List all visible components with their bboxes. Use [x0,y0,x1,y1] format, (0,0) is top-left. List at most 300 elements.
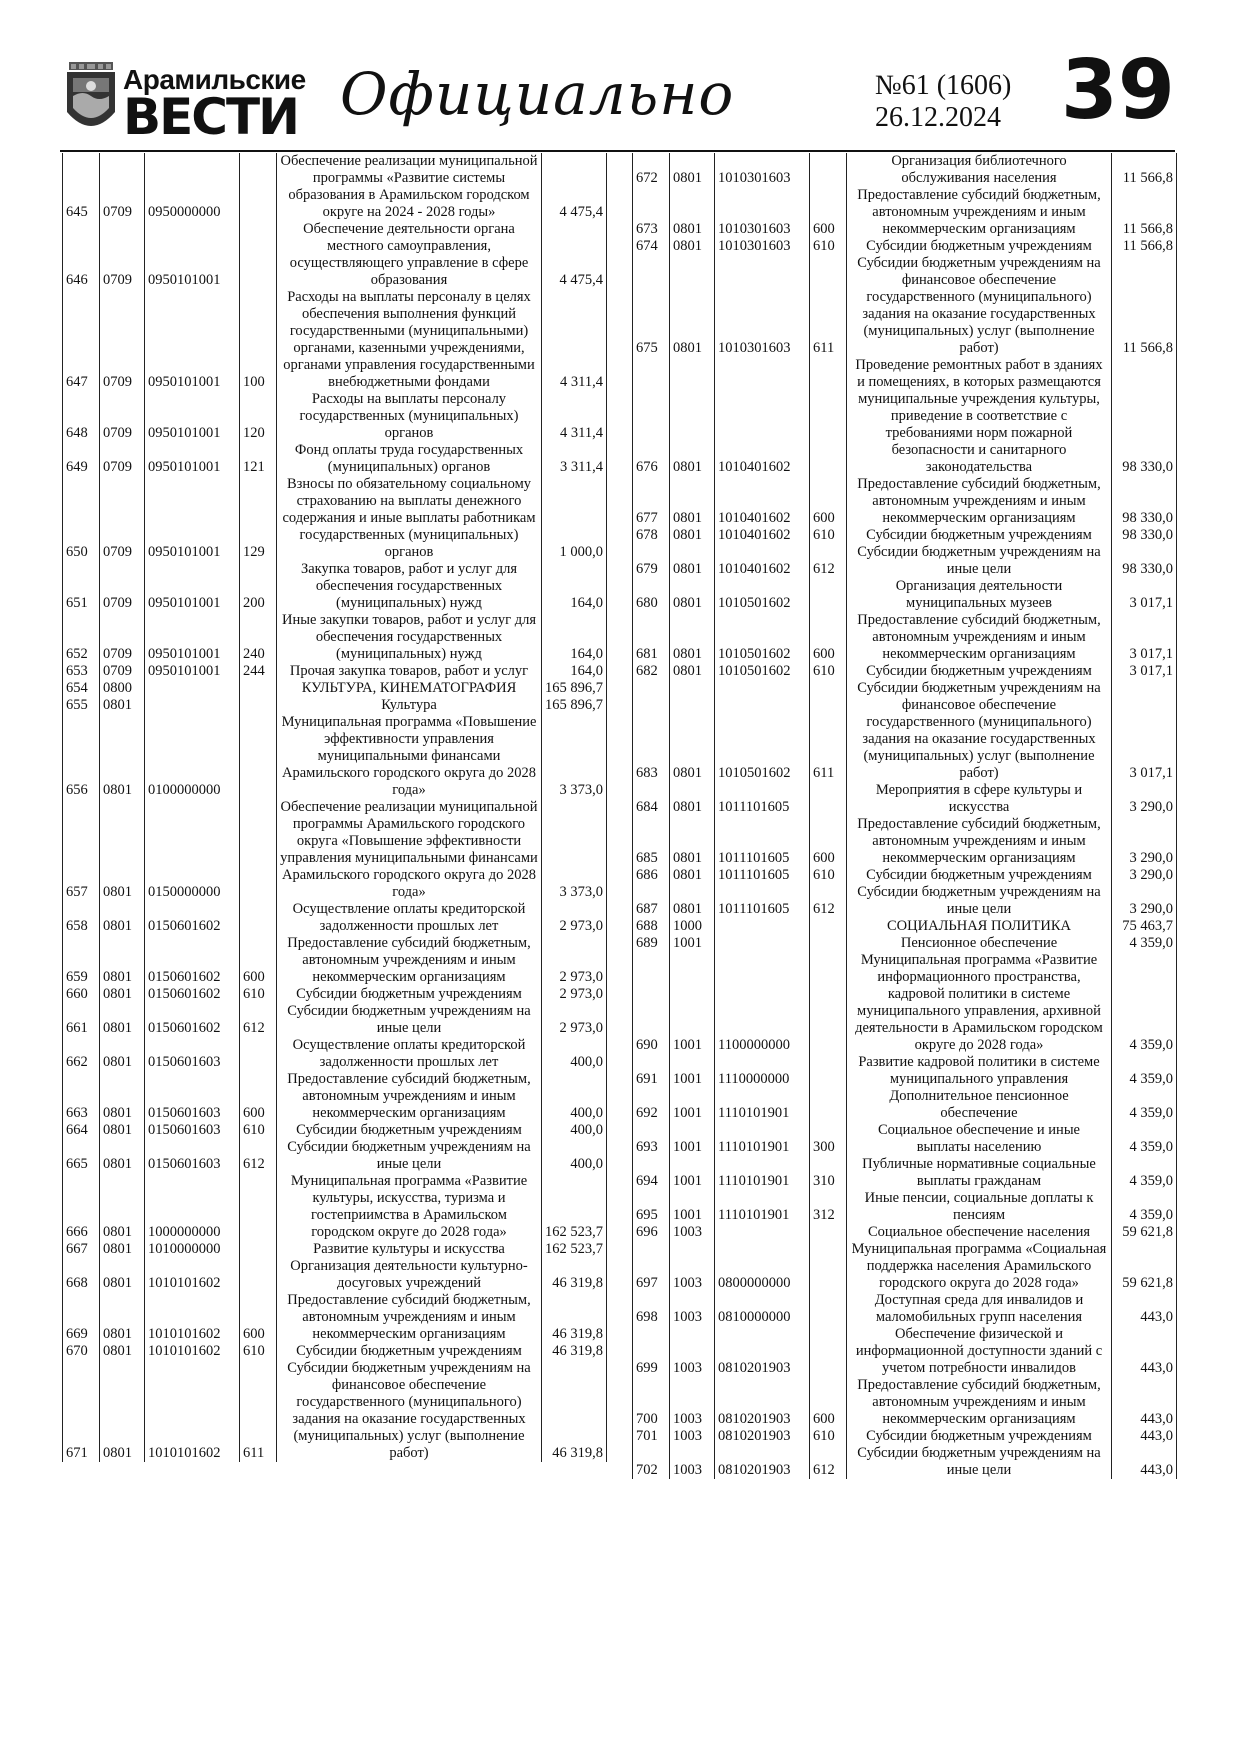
description-cell: Субсидии бюджетным учреждениям на иные цели [847,1445,1112,1479]
table-row [633,1156,1177,1190]
amount-cell: 98 330,0 [1112,476,1177,527]
expense-type-cell: 100 [240,289,277,391]
row-number-cell: 666 [63,1173,100,1241]
table-row [63,697,607,714]
target-article-cell: 0950101001 [145,561,240,612]
description-cell: Предоставление субсидий бюджетным, автономным учреждениям и иным некоммерческим организациям [277,935,542,986]
row-number-cell: 696 [633,1224,670,1241]
target-article-cell: 0150601603 [145,1071,240,1122]
table-row [633,255,1177,357]
description-cell: Предоставление субсидий бюджетным, автономным учреждениям и иным некоммерческим организациям [847,816,1112,867]
table-row [633,187,1177,238]
target-article-cell: 1011101605 [715,816,810,867]
description-cell: Субсидии бюджетным учреждениям на финансовое обеспечение государственного (муниципального) задания на оказание государственных (муниципальных) услуг (выполнение работ) [847,255,1112,357]
expense-type-cell: 611 [810,255,847,357]
amount-cell: 4 359,0 [1112,1054,1177,1088]
row-number-cell: 667 [63,1241,100,1258]
table-row [633,816,1177,867]
target-article-cell: 1010301603 [715,238,810,255]
target-article-cell: 0150601602 [145,935,240,986]
section-code-cell: 1001 [670,1190,715,1224]
expense-type-cell [810,153,847,187]
target-article-cell: 1010301603 [715,255,810,357]
target-article-cell: 0950101001 [145,442,240,476]
amount-cell: 4 359,0 [1112,1122,1177,1156]
amount-cell: 400,0 [542,1139,607,1173]
row-number-cell: 685 [633,816,670,867]
description-cell: Субсидии бюджетным учреждениям на иные цели [847,544,1112,578]
table-row [633,527,1177,544]
table-row [633,1224,1177,1241]
amount-cell: 4 359,0 [1112,1156,1177,1190]
target-article-cell: 0950101001 [145,221,240,289]
table-row [63,935,607,986]
table-row [63,1292,607,1343]
amount-cell: 46 319,8 [542,1258,607,1292]
table-row [633,1088,1177,1122]
description-cell: Доступная среда для инвалидов и маломобильных групп населения [847,1292,1112,1326]
expense-type-cell [810,952,847,1054]
row-number-cell: 660 [63,986,100,1003]
target-article-cell: 1010000000 [145,1241,240,1258]
description-cell: Взносы по обязательному социальному страхованию на выплаты денежного содержания и иные выплаты работникам государственных (муниципальных) органов [277,476,542,561]
logo-top-text: Арамильские [123,64,306,95]
row-number-cell: 681 [633,612,670,663]
expense-type-cell: 610 [810,1428,847,1445]
target-article-cell: 0100000000 [145,714,240,799]
row-number-cell: 652 [63,612,100,663]
expense-type-cell: 612 [810,1445,847,1479]
section-code-cell: 1000 [670,918,715,935]
table-row [633,1190,1177,1224]
row-number-cell: 678 [633,527,670,544]
description-cell: Организация деятельности культурно-досуговых учреждений [277,1258,542,1292]
table-row [63,153,607,221]
description-cell: Развитие культуры и искусства [277,1241,542,1258]
table-row [63,289,607,391]
target-article-cell: 0150601602 [145,986,240,1003]
section-code-cell: 0709 [100,442,145,476]
row-number-cell: 656 [63,714,100,799]
row-number-cell: 688 [633,918,670,935]
target-article-cell: 1110101901 [715,1088,810,1122]
expense-type-cell: 610 [810,527,847,544]
amount-cell: 4 359,0 [1112,1088,1177,1122]
row-number-cell: 665 [63,1139,100,1173]
section-code-cell: 0801 [670,680,715,782]
target-article-cell: 1011101605 [715,782,810,816]
table-row [633,952,1177,1054]
section-code-cell: 1003 [670,1428,715,1445]
row-number-cell: 684 [633,782,670,816]
description-cell: Закупка товаров, работ и услуг для обеспечения государственных (муниципальных) нужд [277,561,542,612]
description-cell: Предоставление субсидий бюджетным, автономным учреждениям и иным некоммерческим организациям [847,476,1112,527]
expense-type-cell: 129 [240,476,277,561]
expense-type-cell [810,782,847,816]
amount-cell: 443,0 [1112,1377,1177,1428]
description-cell: Субсидии бюджетным учреждениям [847,663,1112,680]
description-cell: Фонд оплаты труда государственных (муниципальных) органов [277,442,542,476]
description-cell: Расходы на выплаты персоналу в целях обеспечения выполнения функций государственными (муниципальными) органами, казенными учреждениями, органами управления государственными внебюджетными фондами [277,289,542,391]
expense-type-cell: 240 [240,612,277,663]
table-row [63,1139,607,1173]
description-cell: Предоставление субсидий бюджетным, автономным учреждениям и иным некоммерческим организациям [847,187,1112,238]
amount-cell: 4 475,4 [542,153,607,221]
target-article-cell: 1110000000 [715,1054,810,1088]
expense-type-cell [240,1037,277,1071]
table-row [633,357,1177,476]
table-row [633,1241,1177,1292]
section-code-cell: 0801 [100,1360,145,1462]
description-cell: СОЦИАЛЬНАЯ ПОЛИТИКА [847,918,1112,935]
table-row [63,476,607,561]
amount-cell: 2 973,0 [542,935,607,986]
description-cell: Обеспечение деятельности органа местного самоуправления, осуществляющего управление в сфере образования [277,221,542,289]
table-row [63,561,607,612]
target-article-cell: 0950000000 [145,153,240,221]
table-row [633,1445,1177,1479]
description-cell: Предоставление субсидий бюджетным, автономным учреждениям и иным некоммерческим организациям [277,1292,542,1343]
table-row [63,1258,607,1292]
amount-cell: 3 017,1 [1112,680,1177,782]
row-number-cell: 663 [63,1071,100,1122]
target-article-cell: 1011101605 [715,884,810,918]
table-row [633,1377,1177,1428]
row-number-cell: 646 [63,221,100,289]
description-cell: Субсидии бюджетным учреждениям [277,1122,542,1139]
section-code-cell: 0801 [100,901,145,935]
target-article-cell: 0150601603 [145,1037,240,1071]
table-row [633,1054,1177,1088]
amount-cell: 164,0 [542,561,607,612]
target-article-cell: 1010501602 [715,663,810,680]
expense-type-cell: 612 [240,1003,277,1037]
description-cell: Субсидии бюджетным учреждениям [847,238,1112,255]
expense-type-cell [240,901,277,935]
section-code-cell: 0801 [100,1258,145,1292]
target-article-cell: 1010101602 [145,1360,240,1462]
target-article-cell: 0800000000 [715,1241,810,1292]
section-code-cell: 0801 [100,1139,145,1173]
table-row [633,884,1177,918]
description-cell: Социальное обеспечение и иные выплаты населению [847,1122,1112,1156]
amount-cell: 164,0 [542,612,607,663]
amount-cell: 11 566,8 [1112,255,1177,357]
section-code-cell: 0801 [670,578,715,612]
section-code-cell: 0801 [670,357,715,476]
target-article-cell: 0950101001 [145,391,240,442]
target-article-cell: 1010501602 [715,680,810,782]
description-cell: Субсидии бюджетным учреждениям на иные цели [277,1003,542,1037]
amount-cell: 4 311,4 [542,289,607,391]
section-code-cell: 0801 [670,527,715,544]
amount-cell: 2 973,0 [542,1003,607,1037]
target-article-cell: 0810000000 [715,1292,810,1326]
description-cell: Субсидии бюджетным учреждениям [277,986,542,1003]
row-number-cell: 648 [63,391,100,442]
expense-type-cell [240,680,277,697]
amount-cell: 1 000,0 [542,476,607,561]
expense-type-cell: 610 [240,1343,277,1360]
row-number-cell: 682 [633,663,670,680]
row-number-cell: 693 [633,1122,670,1156]
section-code-cell: 0801 [670,153,715,187]
target-article-cell: 0810201903 [715,1428,810,1445]
target-article-cell: 1100000000 [715,952,810,1054]
table-row [633,1428,1177,1445]
description-cell: Муниципальная программа «Развитие культуры, искусства, туризма и гостеприимства в Арамильском городском округе до 2028 года» [277,1173,542,1241]
expense-type-cell [240,221,277,289]
row-number-cell: 657 [63,799,100,901]
description-cell: Субсидии бюджетным учреждениям [847,527,1112,544]
section-code-cell: 1001 [670,1122,715,1156]
target-article-cell: 0950101001 [145,612,240,663]
expense-type-cell [810,1326,847,1377]
table-row [63,442,607,476]
expense-type-cell [810,1292,847,1326]
amount-cell: 46 319,8 [542,1292,607,1343]
description-cell: Предоставление субсидий бюджетным, автономным учреждениям и иным некоммерческим организациям [277,1071,542,1122]
target-article-cell: 0950101001 [145,663,240,680]
amount-cell: 98 330,0 [1112,527,1177,544]
section-code-cell: 1003 [670,1326,715,1377]
target-article-cell: 1010401602 [715,357,810,476]
description-cell: Муниципальная программа «Социальная поддержка населения Арамильского городского округа до 2028 года» [847,1241,1112,1292]
expense-type-cell: 600 [810,612,847,663]
budget-table-right [632,153,1177,1479]
amount-cell: 3 373,0 [542,799,607,901]
expense-type-cell: 600 [240,935,277,986]
section-code-cell: 0801 [100,1122,145,1139]
table-row [633,544,1177,578]
table-row [633,1326,1177,1377]
target-article-cell: 0150601602 [145,1003,240,1037]
row-number-cell: 650 [63,476,100,561]
table-row [63,1003,607,1037]
amount-cell: 3 290,0 [1112,867,1177,884]
row-number-cell: 674 [633,238,670,255]
row-number-cell: 686 [633,867,670,884]
target-article-cell [145,697,240,714]
target-article-cell: 1010101602 [145,1292,240,1343]
expense-type-cell [810,918,847,935]
description-cell: Прочая закупка товаров, работ и услуг [277,663,542,680]
description-cell: Субсидии бюджетным учреждениям на финансовое обеспечение государственного (муниципального) задания на оказание государственных (муниципальных) услуг (выполнение работ) [847,680,1112,782]
table-row [63,1122,607,1139]
section-code-cell: 0801 [670,255,715,357]
amount-cell: 443,0 [1112,1445,1177,1479]
table-row [63,1071,607,1122]
table-row [633,153,1177,187]
amount-cell: 98 330,0 [1112,544,1177,578]
description-cell: Публичные нормативные социальные выплаты гражданам [847,1156,1112,1190]
row-number-cell: 653 [63,663,100,680]
description-cell: Субсидии бюджетным учреждениям [847,867,1112,884]
section-code-cell: 0801 [100,714,145,799]
table-row [63,221,607,289]
section-code-cell: 1001 [670,952,715,1054]
target-article-cell: 0150000000 [145,799,240,901]
section-code-cell: 0801 [100,1173,145,1241]
row-number-cell: 698 [633,1292,670,1326]
amount-cell: 3 017,1 [1112,612,1177,663]
row-number-cell: 645 [63,153,100,221]
amount-cell: 165 896,7 [542,680,607,697]
description-cell: Проведение ремонтных работ в зданиях и помещениях, в которых размещаются муниципальные учреждения культуры, приведение в соответствие с требованиями норм пожарной безопасности и санитарного законодательства [847,357,1112,476]
row-number-cell: 664 [63,1122,100,1139]
description-cell: Обеспечение физической и информационной доступности зданий с учетом потребности инвалидов [847,1326,1112,1377]
table-row [633,1292,1177,1326]
section-code-cell: 0801 [670,663,715,680]
section-code-cell: 1003 [670,1377,715,1428]
amount-cell: 3 290,0 [1112,816,1177,867]
table-row [63,1241,607,1258]
expense-type-cell [240,697,277,714]
row-number-cell: 677 [633,476,670,527]
row-number-cell: 690 [633,952,670,1054]
row-number-cell: 687 [633,884,670,918]
section-title: Официально [340,60,735,128]
table-row [633,867,1177,884]
issue-info [875,70,1011,134]
section-code-cell: 1001 [670,1156,715,1190]
row-number-cell: 649 [63,442,100,476]
amount-cell: 2 973,0 [542,986,607,1003]
table-row [63,680,607,697]
budget-table-left [62,153,607,1462]
target-article-cell: 0150601602 [145,901,240,935]
description-cell: Предоставление субсидий бюджетным, автономным учреждениям и иным некоммерческим организациям [847,1377,1112,1428]
section-code-cell: 0801 [670,238,715,255]
section-code-cell: 0709 [100,561,145,612]
target-article-cell [145,680,240,697]
expense-type-cell: 610 [810,867,847,884]
expense-type-cell: 612 [810,884,847,918]
section-code-cell: 1003 [670,1292,715,1326]
description-cell: Муниципальная программа «Развитие информационного пространства, кадровой политики в системе муниципального управления, архивной деятельности в Арамильском городском округе до 2028 года» [847,952,1112,1054]
expense-type-cell: 600 [240,1292,277,1343]
table-row [633,918,1177,935]
left-column [62,153,607,1462]
issue-number: №61 (1606) [875,70,1012,101]
section-code-cell: 0709 [100,153,145,221]
table-row [63,714,607,799]
amount-cell: 2 973,0 [542,901,607,935]
expense-type-cell: 600 [240,1071,277,1122]
row-number-cell: 659 [63,935,100,986]
page-number: 39 [1060,43,1175,138]
section-code-cell: 0801 [670,782,715,816]
section-code-cell: 0801 [670,476,715,527]
description-cell: Пенсионное обеспечение [847,935,1112,952]
section-code-cell: 0709 [100,612,145,663]
row-number-cell: 697 [633,1241,670,1292]
target-article-cell: 1010101602 [145,1343,240,1360]
table-row [63,391,607,442]
description-cell: Обеспечение реализации муниципальной программы «Развитие системы образования в Арамильском городском округе на 2024 - 2028 годы» [277,153,542,221]
row-number-cell: 675 [633,255,670,357]
expense-type-cell: 612 [810,544,847,578]
description-cell: Осуществление оплаты кредиторской задолженности прошлых лет [277,1037,542,1071]
expense-type-cell: 120 [240,391,277,442]
target-article-cell: 1010501602 [715,612,810,663]
expense-type-cell: 611 [240,1360,277,1462]
section-code-cell: 0801 [100,799,145,901]
target-article-cell: 0810201903 [715,1377,810,1428]
section-code-cell: 1001 [670,1088,715,1122]
table-row [63,612,607,663]
expense-type-cell: 600 [810,1377,847,1428]
target-article-cell: 0150601603 [145,1122,240,1139]
amount-cell: 400,0 [542,1037,607,1071]
expense-type-cell: 610 [810,238,847,255]
table-row [63,1360,607,1462]
target-article-cell: 1010301603 [715,187,810,238]
expense-type-cell [240,1241,277,1258]
target-article-cell: 1000000000 [145,1173,240,1241]
row-number-cell: 701 [633,1428,670,1445]
newspaper-logo [65,60,306,146]
target-article-cell: 1010101602 [145,1258,240,1292]
expense-type-cell: 600 [810,187,847,238]
table-row [633,663,1177,680]
expense-type-cell: 310 [810,1156,847,1190]
target-article-cell: 1011101605 [715,867,810,884]
table-row [633,238,1177,255]
target-article-cell: 1010401602 [715,544,810,578]
amount-cell: 400,0 [542,1122,607,1139]
table-row [633,680,1177,782]
amount-cell: 98 330,0 [1112,357,1177,476]
row-number-cell: 689 [633,935,670,952]
issue-date: 26.12.2024 [875,102,1001,133]
expense-type-cell [240,714,277,799]
header-rule [60,150,1175,152]
section-code-cell: 0801 [100,1003,145,1037]
amount-cell: 46 319,8 [542,1360,607,1462]
description-cell: Дополнительное пенсионное обеспечение [847,1088,1112,1122]
amount-cell: 11 566,8 [1112,153,1177,187]
description-cell: КУЛЬТУРА, КИНЕМАТОГРАФИЯ [277,680,542,697]
expense-type-cell [810,1088,847,1122]
row-number-cell: 683 [633,680,670,782]
target-article-cell: 0950101001 [145,476,240,561]
description-cell: Организация деятельности муниципальных музеев [847,578,1112,612]
target-article-cell: 1110101901 [715,1190,810,1224]
section-code-cell: 0801 [670,544,715,578]
row-number-cell: 692 [633,1088,670,1122]
amount-cell: 4 359,0 [1112,952,1177,1054]
row-number-cell: 670 [63,1343,100,1360]
description-cell: Расходы на выплаты персоналу государственных (муниципальных) органов [277,391,542,442]
section-code-cell: 0801 [670,884,715,918]
amount-cell: 4 359,0 [1112,1190,1177,1224]
row-number-cell: 668 [63,1258,100,1292]
amount-cell: 443,0 [1112,1326,1177,1377]
target-article-cell [715,918,810,935]
section-code-cell: 1001 [670,1054,715,1088]
section-code-cell: 0801 [100,1292,145,1343]
amount-cell: 59 621,8 [1112,1224,1177,1241]
table-row [633,782,1177,816]
section-code-cell: 0801 [100,1343,145,1360]
section-code-cell: 1003 [670,1241,715,1292]
section-code-cell: 0801 [100,697,145,714]
section-code-cell: 1003 [670,1224,715,1241]
table-row [633,578,1177,612]
row-number-cell: 669 [63,1292,100,1343]
description-cell: Субсидии бюджетным учреждениям [277,1343,542,1360]
